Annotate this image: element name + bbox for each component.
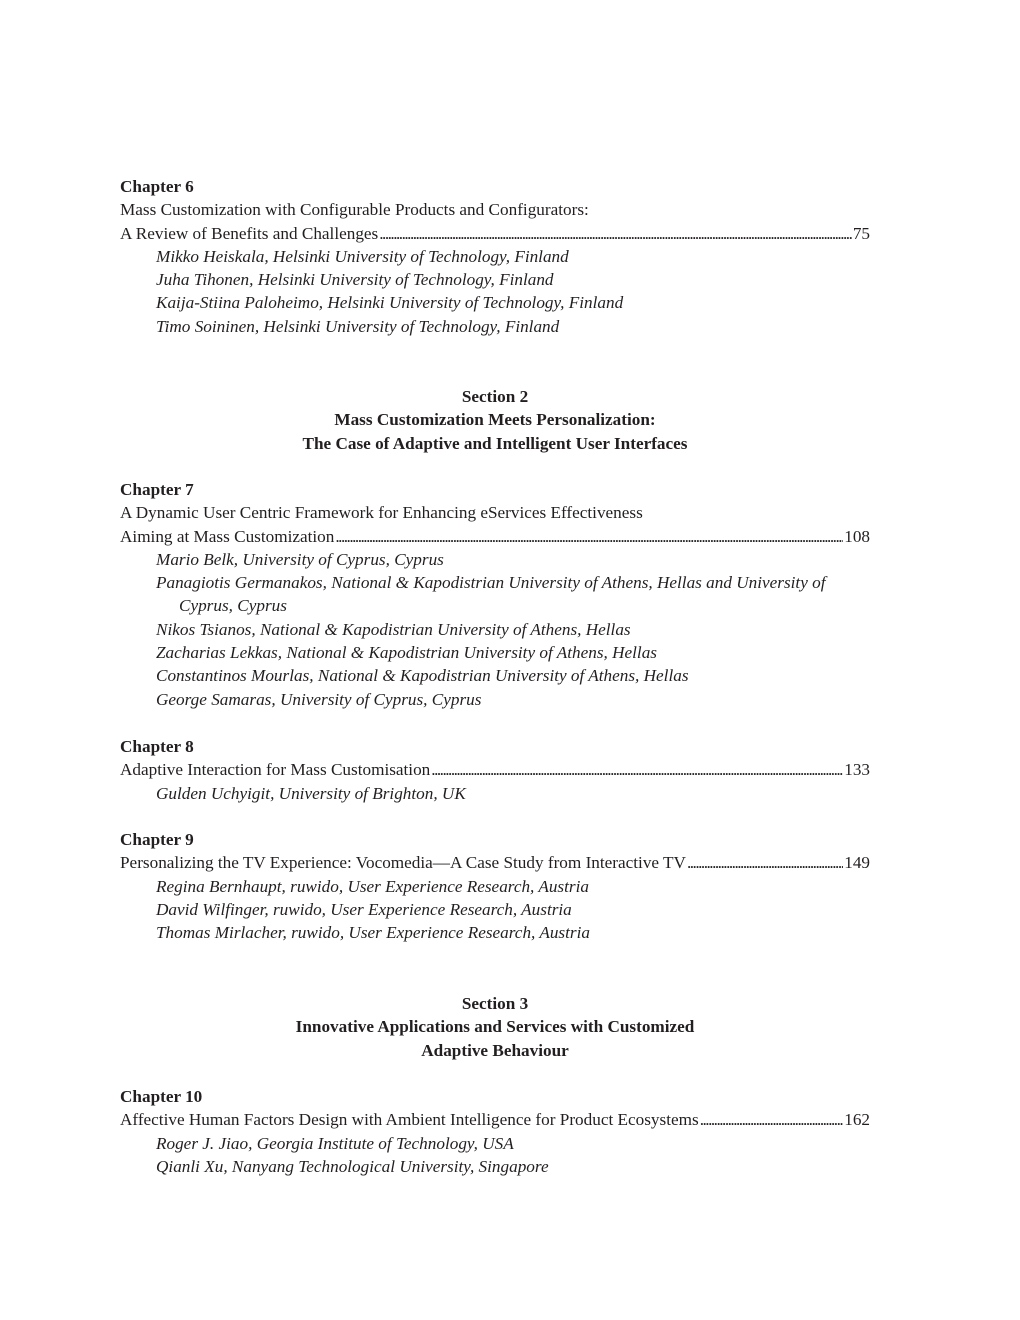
chapter-7-page-number: 108 [844, 526, 870, 546]
author-line: Zacharias Lekkas, National & Kapodistrian University of Athens, Hellas [156, 643, 657, 663]
chapter-8-label: Chapter 8 [120, 737, 194, 756]
chapter-10-page-number: 162 [844, 1110, 870, 1130]
chapter-10-entry [120, 1085, 870, 1178]
author-line: Juha Tihonen, Helsinki University of Technology, Finland [156, 270, 554, 290]
dot-leader [431, 758, 843, 781]
chapter-9-entry [120, 828, 870, 944]
author-line: Kaija-Stiina Paloheimo, Helsinki University of Technology, Finland [156, 293, 624, 313]
dot-leader [379, 222, 852, 245]
section-3-heading [120, 992, 870, 1062]
chapter-6-toc-line[interactable] [120, 222, 870, 245]
chapter-10-toc-line[interactable] [120, 1108, 870, 1131]
chapter-6-authors [120, 245, 870, 338]
author-line: Qianli Xu, Nanyang Technological University, Singapore [156, 1156, 549, 1176]
section-2-title-line1: Mass Customization Meets Personalization: [334, 410, 656, 430]
chapter-8-toc-line[interactable] [120, 758, 870, 781]
author-line: Timo Soininen, Helsinki University of Technology, Finland [156, 316, 560, 336]
chapter-10-title: Affective Human Factors Design with Ambient Intelligence for Product Ecosystems [120, 1110, 699, 1130]
section-2-heading [120, 385, 870, 455]
chapter-6-page-number: 75 [852, 223, 870, 243]
chapter-9-authors [120, 875, 870, 945]
dot-leader [700, 1108, 844, 1131]
author-line: Roger J. Jiao, Georgia Institute of Technology, USA [156, 1133, 514, 1153]
chapter-7-toc-line[interactable] [120, 525, 870, 548]
chapter-9-page-number: 149 [844, 853, 870, 873]
chapter-6-title-line1: Mass Customization with Configurable Products and Configurators: [120, 200, 589, 220]
chapter-7-title-line1: A Dynamic User Centric Framework for Enhancing eServices Effectiveness [120, 503, 643, 523]
section-3-title-line1: Innovative Applications and Services with Customized [295, 1017, 695, 1037]
chapter-6-entry [120, 175, 870, 338]
author-line: Mikko Heiskala, Helsinki University of Technology, Finland [156, 246, 569, 266]
author-line: Nikos Tsianos, National & Kapodistrian University of Athens, Hellas [156, 619, 631, 639]
author-line: Panagiotis Germanakos, National & Kapodistrian University of Athens, Hellas and University of Cyprus, Cyprus [156, 573, 826, 616]
dot-leader [687, 851, 843, 874]
chapter-7-authors [120, 548, 870, 711]
author-line: Mario Belk, University of Cyprus, Cyprus [156, 549, 444, 569]
author-line: Constantinos Mourlas, National & Kapodistrian University of Athens, Hellas [156, 666, 689, 686]
section-3-title-line2: Adaptive Behaviour [421, 1040, 569, 1060]
chapter-10-label: Chapter 10 [120, 1087, 203, 1106]
author-line: David Wilfinger, ruwido, User Experience Research, Austria [156, 899, 572, 919]
author-line: George Samaras, University of Cyprus, Cyprus [156, 689, 482, 709]
dot-leader [335, 525, 843, 548]
author-line: Thomas Mirlacher, ruwido, User Experience Research, Austria [156, 923, 590, 943]
author-line: Gulden Uchyigit, University of Brighton, UK [156, 783, 466, 803]
section-2-title-line2: The Case of Adaptive and Intelligent User Interfaces [302, 433, 688, 453]
chapter-6-title-line2: A Review of Benefits and Challenges [120, 223, 379, 243]
chapter-10-authors [120, 1132, 870, 1179]
chapter-7-label: Chapter 7 [120, 480, 194, 499]
section-3-label: Section 3 [461, 994, 529, 1013]
chapter-8-title: Adaptive Interaction for Mass Customisation [120, 760, 431, 780]
chapter-7-title-line2: Aiming at Mass Customization [120, 526, 335, 546]
chapter-8-page-number: 133 [844, 760, 870, 780]
chapter-8-entry [120, 735, 870, 805]
section-2-label: Section 2 [461, 387, 529, 406]
chapter-9-title: Personalizing the TV Experience: Vocomedia—A Case Study from Interactive TV [120, 853, 686, 873]
author-line: Regina Bernhaupt, ruwido, User Experience Research, Austria [156, 876, 589, 896]
chapter-6-label: Chapter 6 [120, 177, 194, 196]
chapter-7-entry [120, 478, 870, 711]
chapter-9-toc-line[interactable] [120, 851, 870, 874]
chapter-8-authors [120, 782, 870, 805]
chapter-9-label: Chapter 9 [120, 830, 194, 849]
